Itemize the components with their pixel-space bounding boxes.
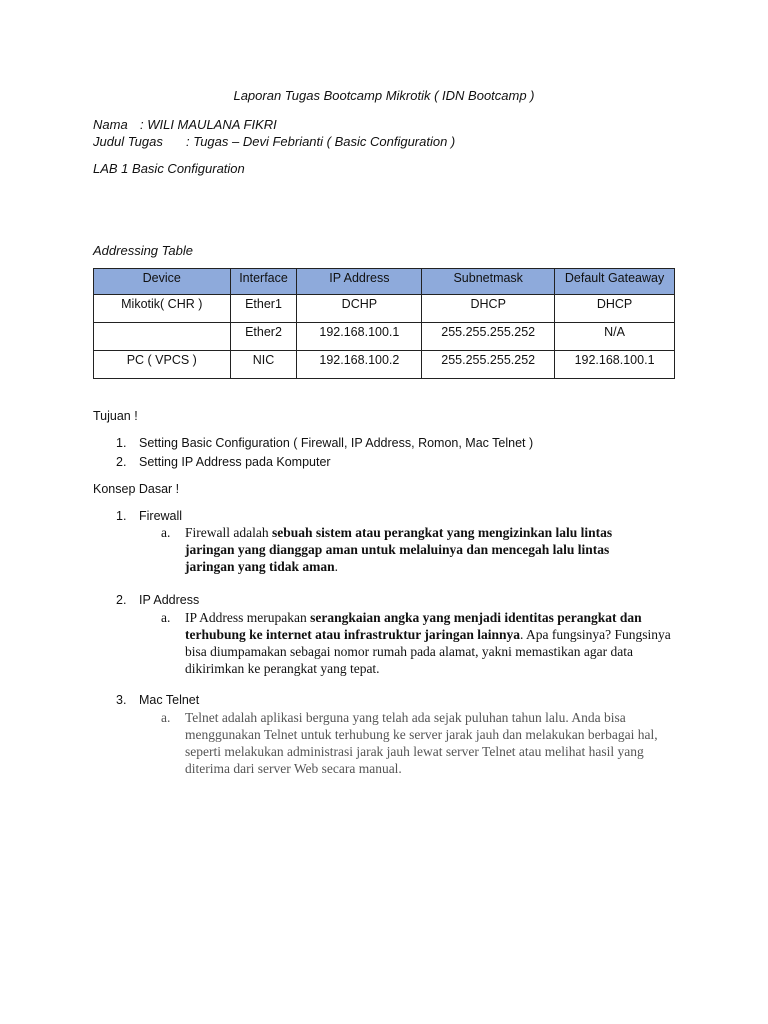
sub-item-letter: a.	[161, 525, 171, 540]
table-cell: N/A	[555, 323, 675, 351]
table-cell: Ether2	[230, 323, 297, 351]
description-bold-text: serangkaian angka yang menjadi identitas perangkat dan terhubung ke internet atau infrastruktur jaringan lainnya	[185, 610, 642, 642]
table-cell: DHCP	[422, 295, 555, 323]
judul-value: : Tugas – Devi Febrianti ( Basic Configuration )	[186, 134, 456, 149]
konsep-item-number: 1.	[116, 509, 127, 523]
table-cell: NIC	[230, 351, 297, 379]
table-cell: Mikotik( CHR )	[94, 295, 231, 323]
sub-item-letter: a.	[161, 610, 171, 625]
konsep-heading: Konsep Dasar !	[93, 482, 180, 496]
table-row	[94, 351, 675, 379]
table-cell: 192.168.100.1	[297, 323, 422, 351]
table-cell: PC ( VPCS )	[94, 351, 231, 379]
tujuan-item-text: Setting IP Address pada Komputer	[139, 455, 331, 469]
nama-label: Nama	[93, 117, 128, 132]
judul-label: Judul Tugas	[93, 134, 163, 149]
header-subnetmask: Subnetmask	[422, 269, 555, 295]
table-cell: DHCP	[555, 295, 675, 323]
table-cell: DCHP	[297, 295, 422, 323]
tujuan-heading: Tujuan !	[93, 409, 138, 423]
description-bold-text: sebuah sistem atau perangkat yang mengizinkan lalu lintas jaringan yang dianggap aman untuk melaluinya dan mencegah lalu lintas jaringan yang tidak aman	[185, 525, 613, 574]
mac-telnet-description	[185, 709, 665, 777]
table-cell	[94, 323, 231, 351]
table-cell: Ether1	[230, 295, 297, 323]
konsep-item-number: 3.	[116, 693, 127, 707]
description-text: Firewall adalah	[185, 525, 272, 540]
tujuan-item-number: 2.	[116, 455, 127, 469]
sub-item-letter: a.	[161, 710, 171, 725]
tujuan-item-text: Setting Basic Configuration ( Firewall, IP Address, Romon, Mac Telnet )	[139, 436, 534, 450]
addressing-table	[93, 268, 675, 379]
header-device: Device	[94, 269, 231, 295]
table-cell: 255.255.255.252	[422, 351, 555, 379]
table-caption: Addressing Table	[93, 243, 193, 258]
konsep-item-title: Firewall	[139, 509, 183, 523]
ip-address-description	[185, 609, 675, 677]
header-default-gateway: Default Gateaway	[555, 269, 675, 295]
firewall-description	[185, 524, 660, 575]
konsep-item-title: IP Address	[139, 593, 200, 607]
description-text: .	[334, 559, 339, 574]
description-text: IP Address merupakan	[185, 610, 311, 625]
table-cell: 255.255.255.252	[422, 323, 555, 351]
table-row	[94, 295, 675, 323]
table-cell: 192.168.100.2	[297, 351, 422, 379]
document-title: Laporan Tugas Bootcamp Mikrotik ( IDN Bootcamp )	[233, 88, 535, 103]
header-interface: Interface	[230, 269, 297, 295]
description-text: . Apa fungsinya? Fungsinya bisa diumpamakan sebagai nomor rumah pada alamat, yakni memastikan agar data dikirimkan ke perangkat yang tepat.	[185, 627, 671, 676]
nama-value: : WILI MAULANA FIKRI	[140, 117, 277, 132]
lab-title: LAB 1 Basic Configuration	[93, 161, 245, 176]
table-row	[94, 323, 675, 351]
konsep-item-number: 2.	[116, 593, 127, 607]
description-text: Telnet adalah aplikasi berguna yang telah ada sejak puluhan tahun lalu. Anda bisa menggunakan Telnet untuk terhubung ke server jarak jauh dan melakukan berbagai hal, seperti melakukan administrasi jarak jauh lewat server Telnet atau melihat hasil yang diterima dari server Web secara manual.	[185, 710, 658, 776]
table-cell: 192.168.100.1	[555, 351, 675, 379]
tujuan-item-number: 1.	[116, 436, 127, 450]
konsep-item-title: Mac Telnet	[139, 693, 200, 707]
header-ip-address: IP Address	[297, 269, 422, 295]
table-header-row	[94, 269, 675, 295]
